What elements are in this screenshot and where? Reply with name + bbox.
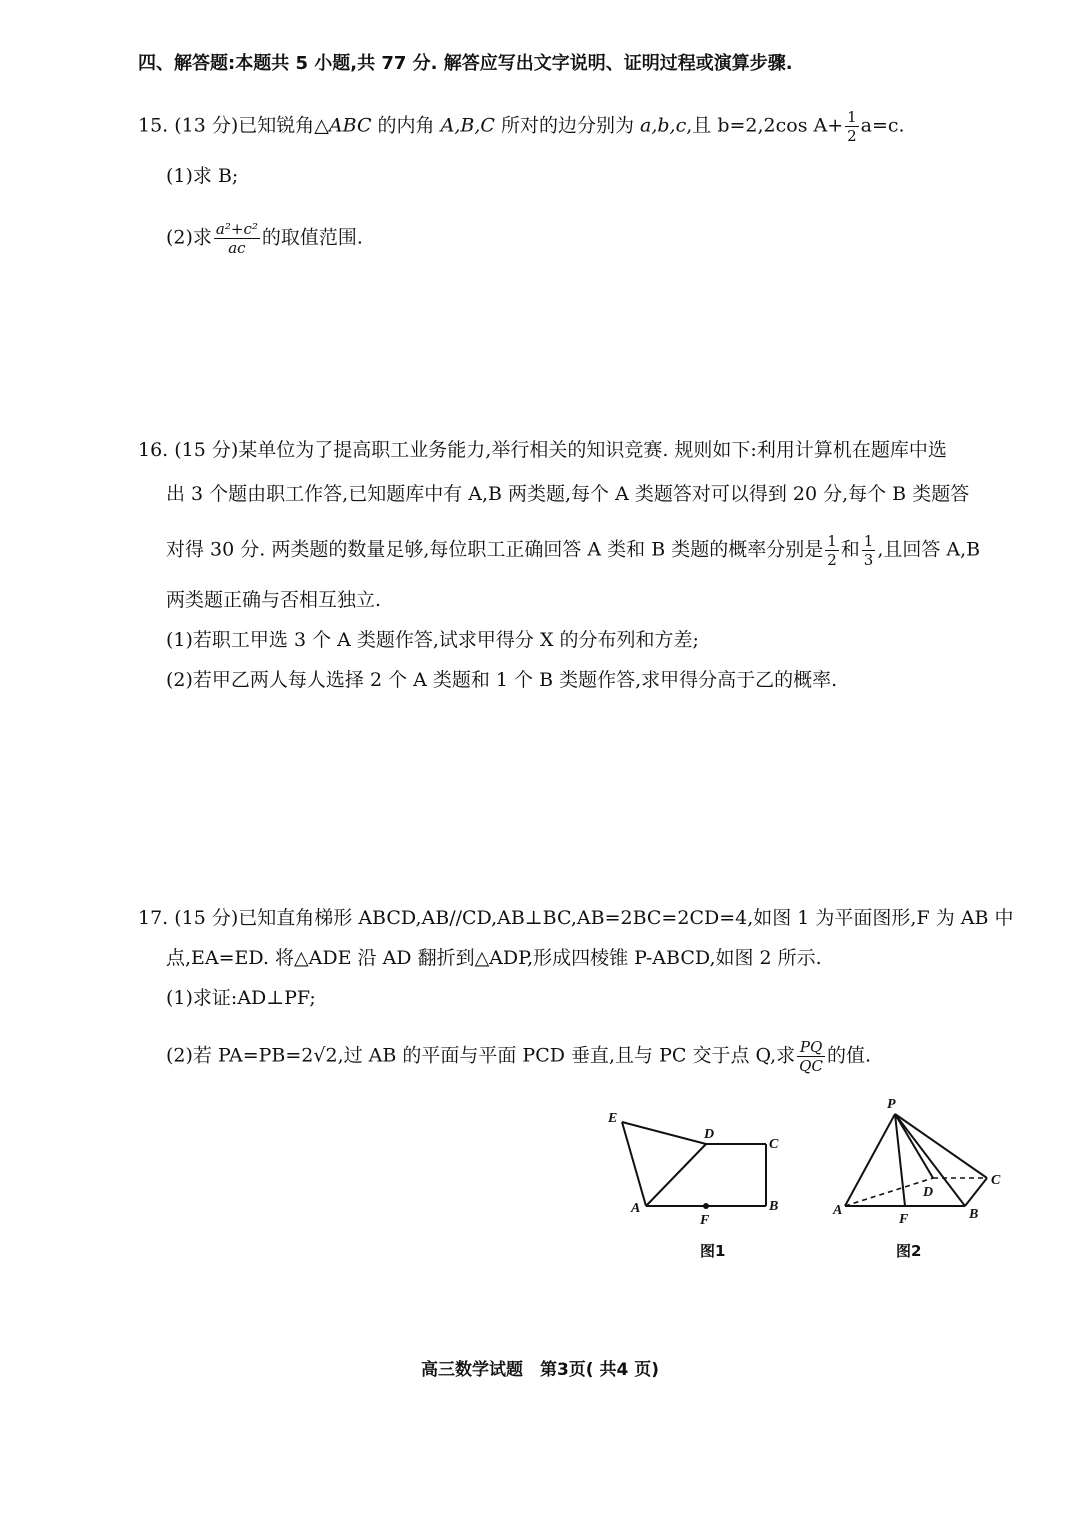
pq-qc-fraction: $\frac{PQ}{QC}$ xyxy=(799,1038,823,1075)
point-f xyxy=(703,1203,709,1209)
q17-part1: (1)求证:AD⊥PF; xyxy=(166,987,316,1009)
label-d: D xyxy=(704,1127,715,1142)
label-e: E xyxy=(608,1111,618,1126)
q17-line1: 17. (15 分)已知直角梯形 ABCD,AB//CD,AB⊥BC,AB=2BC=2CD=4,如图 1 为平面图形,F 为 AB 中 xyxy=(138,907,1014,929)
label-f: F xyxy=(899,1212,909,1227)
label-c: C xyxy=(991,1173,1001,1188)
edge-bc xyxy=(965,1178,987,1206)
figure-2-pyramid xyxy=(825,1092,1015,1227)
q16-line1: 16. (15 分)某单位为了提高职工业务能力,举行相关的知识竞赛. 规则如下:利用计算机在题库中选 xyxy=(138,439,947,461)
label-a: A xyxy=(631,1201,641,1216)
figure-2-caption: 图2 xyxy=(896,1242,922,1260)
label-c: C xyxy=(769,1137,779,1152)
q16-part2: (2)若甲乙两人每人选择 2 个 A 类题和 1 个 B 类题作答,求甲得分高于乙的概率. xyxy=(166,669,838,691)
q15-part1: (1)求 B; xyxy=(166,165,239,187)
q17-line2: 点,EA=ED. 将△ADE 沿 AD 翻折到△ADP,形成四棱锥 P-ABCD,如图 2 所示. xyxy=(166,947,822,969)
edge-pc xyxy=(895,1114,987,1178)
q15-fraction: $\frac{\text{a²+c²}}{ac}$ xyxy=(215,220,258,257)
edge-ed xyxy=(622,1122,706,1144)
prob-a-fraction: $\frac{1}{2}$ xyxy=(827,532,837,569)
label-b: B xyxy=(769,1199,779,1214)
figure-1-caption: 图1 xyxy=(700,1242,726,1260)
q16-line4: 两类题正确与否相互独立. xyxy=(166,589,382,611)
edge-ea xyxy=(622,1122,646,1206)
edge-pa xyxy=(845,1114,895,1206)
edge-ad xyxy=(646,1144,706,1206)
label-p: P xyxy=(887,1097,896,1112)
label-b: B xyxy=(969,1207,979,1222)
half-fraction: $\frac{1}{2}$ xyxy=(847,108,857,145)
q15-stem: 15. (13 分)已知锐角△ABC 的内角 A,B,C 所对的边分别为 a,b,c,且 b=2,2cos A+ $\frac{1}{2}$ a=c. xyxy=(138,108,905,145)
page-footer: 高三数学试题 第3页( 共4 页) xyxy=(420,1360,660,1380)
prob-b-fraction: $\frac{1}{3}$ xyxy=(863,532,874,569)
figure-1-trapezoid xyxy=(600,1100,800,1230)
q16-line2: 出 3 个题由职工作答,已知题库中有 A,B 两类题,每个 A 类题答对可以得到 20 分,每个 B 类题答 xyxy=(166,483,970,505)
label-a: A xyxy=(833,1203,843,1218)
q16-line3: 对得 30 分. 两类题的数量足够,每位职工正确回答 A 类和 B 类题的概率分别是 $\frac{1}{2}$ 和 $\frac{1}{3}$ ,且回答 A,B xyxy=(166,532,981,569)
label-f: F xyxy=(700,1213,710,1228)
q16-part1: (1)若职工甲选 3 个 A 类题作答,试求甲得分 X 的分布列和方差; xyxy=(166,629,699,651)
q15-part2: (2)求 $\frac{\text{a²+c²}}{ac}$ 的取值范围. xyxy=(166,220,363,257)
q17-part2: (2)若 PA=PB=2√2,过 AB 的平面与平面 PCD 垂直,且与 PC 交于点 Q,求 $\frac{PQ}{QC}$ 的值. xyxy=(166,1038,871,1075)
label-d: D xyxy=(923,1185,934,1200)
section-header: 四、解答题:本题共 5 小题,共 77 分. 解答应写出文字说明、证明过程或演算步骤. xyxy=(138,53,793,74)
